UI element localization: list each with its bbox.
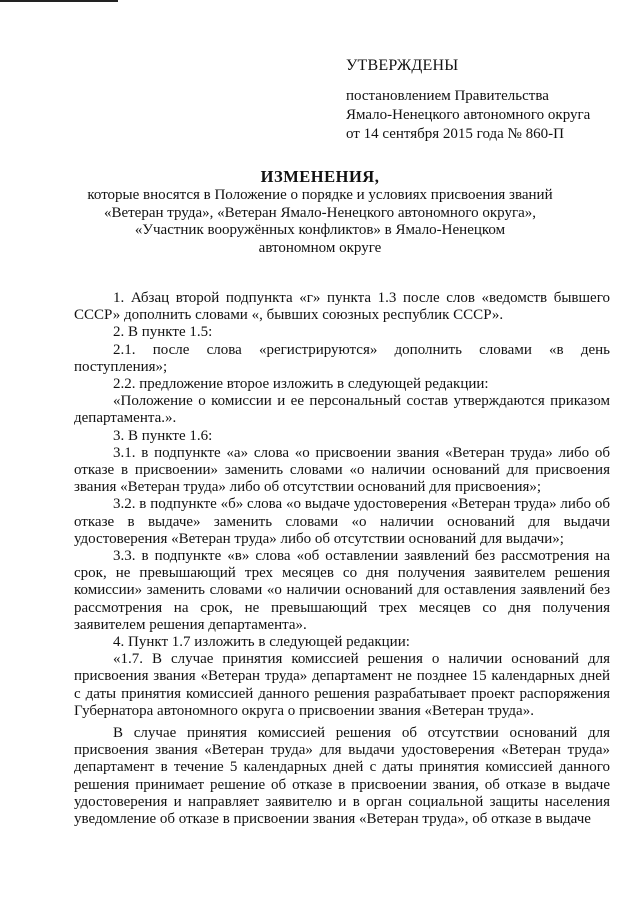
subtitle-line: «Участник вооружённых конфликтов» в Ямало-Ненецком bbox=[134, 222, 506, 238]
paragraph: 3.1. в подпункте «а» слова «о присвоении звания «Ветеран труда» либо об отказе в присвоении» заменить словами «о наличии оснований для присвоения звания «Ветеран труда» либо об отсутствии оснований для присвоения»; bbox=[74, 444, 610, 496]
subtitle-line: которые вносятся в Положение о порядке и условиях присвоения званий bbox=[87, 187, 553, 203]
paragraph: 3. В пункте 1.6: bbox=[113, 427, 213, 444]
paragraph: 4. Пункт 1.7 изложить в следующей редакции: bbox=[113, 634, 410, 651]
paragraph: В случае принятия комиссией решения об отсутствии оснований для присвоения звания «Ветеран труда» для выдачи удостоверения «Ветеран труда» департамент в течение 5 календарных дней с даты принятия комиссией данного решения принимает решение об отказе в присвоении звания, об отказе в выдаче удостоверения и направляет заявителю и в орган социальной защиты населения уведомление об отказе в присвоении звания «Ветеран труда», об отказе в выдаче bbox=[74, 725, 610, 828]
approval-heading: УТВЕРЖДЕНЫ bbox=[346, 57, 459, 74]
paragraph: «1.7. В случае принятия комиссией решения о наличии оснований для присвоения звания «Ветеран труда» департамент не позднее 15 календарных дней с даты принятия комиссией данного решения разрабатывает проект распоряжения Губернатора автономного округа о присвоении звания «Ветеран труда». bbox=[74, 651, 610, 719]
document-title: ИЗМЕНЕНИЯ, bbox=[260, 167, 380, 186]
approval-stamp bbox=[346, 56, 590, 144]
subtitle-line: «Ветеран труда», «Ветеран Ямало-Ненецкого автономного округа», bbox=[103, 204, 537, 221]
paragraph: 1. Абзац второй подпункта «г» пункта 1.3 после слов «ведомств бывшего СССР» дополнить словами «, бывших союзных республик СССР». bbox=[74, 290, 610, 324]
paragraph: «Положение о комиссии и ее персональный состав утверждаются приказом департамента.». bbox=[74, 393, 610, 427]
paragraph: 3.3. в подпункте «в» слова «об оставлении заявлений без рассмотрения на срок, не превышающий трех месяцев со дня получения заявителем решения комиссии» заменить словами «о наличии оснований для оставления заявлений без рассмотрения на срок, не превышающий трех месяцев со дня получения заявителем решения департамента». bbox=[74, 548, 610, 633]
approval-line: постановлением Правительства bbox=[346, 88, 549, 104]
subtitle-line: автономном округе bbox=[258, 239, 382, 256]
paragraph: 2. В пункте 1.5: bbox=[113, 324, 213, 341]
paragraph: 2.2. предложение второе изложить в следующей редакции: bbox=[113, 376, 489, 393]
paragraph: 3.2. в подпункте «б» слова «о выдаче удостоверения «Ветеран труда» либо об отказе в выдаче» заменить словами «о наличии оснований для выдачи удостоверения «Ветеран труда» либо об отсутствии оснований для выдачи»; bbox=[74, 496, 610, 547]
scan-artifact-line bbox=[0, 0, 118, 2]
document-subtitle bbox=[0, 187, 640, 257]
approval-line: от 14 сентября 2015 года № 860-П bbox=[346, 126, 564, 142]
approval-line: Ямало-Ненецкого автономного округа bbox=[346, 107, 591, 123]
paragraph: 2.1. после слова «регистрируются» дополнить словами «в день поступления»; bbox=[74, 341, 610, 375]
document-body bbox=[74, 290, 610, 828]
